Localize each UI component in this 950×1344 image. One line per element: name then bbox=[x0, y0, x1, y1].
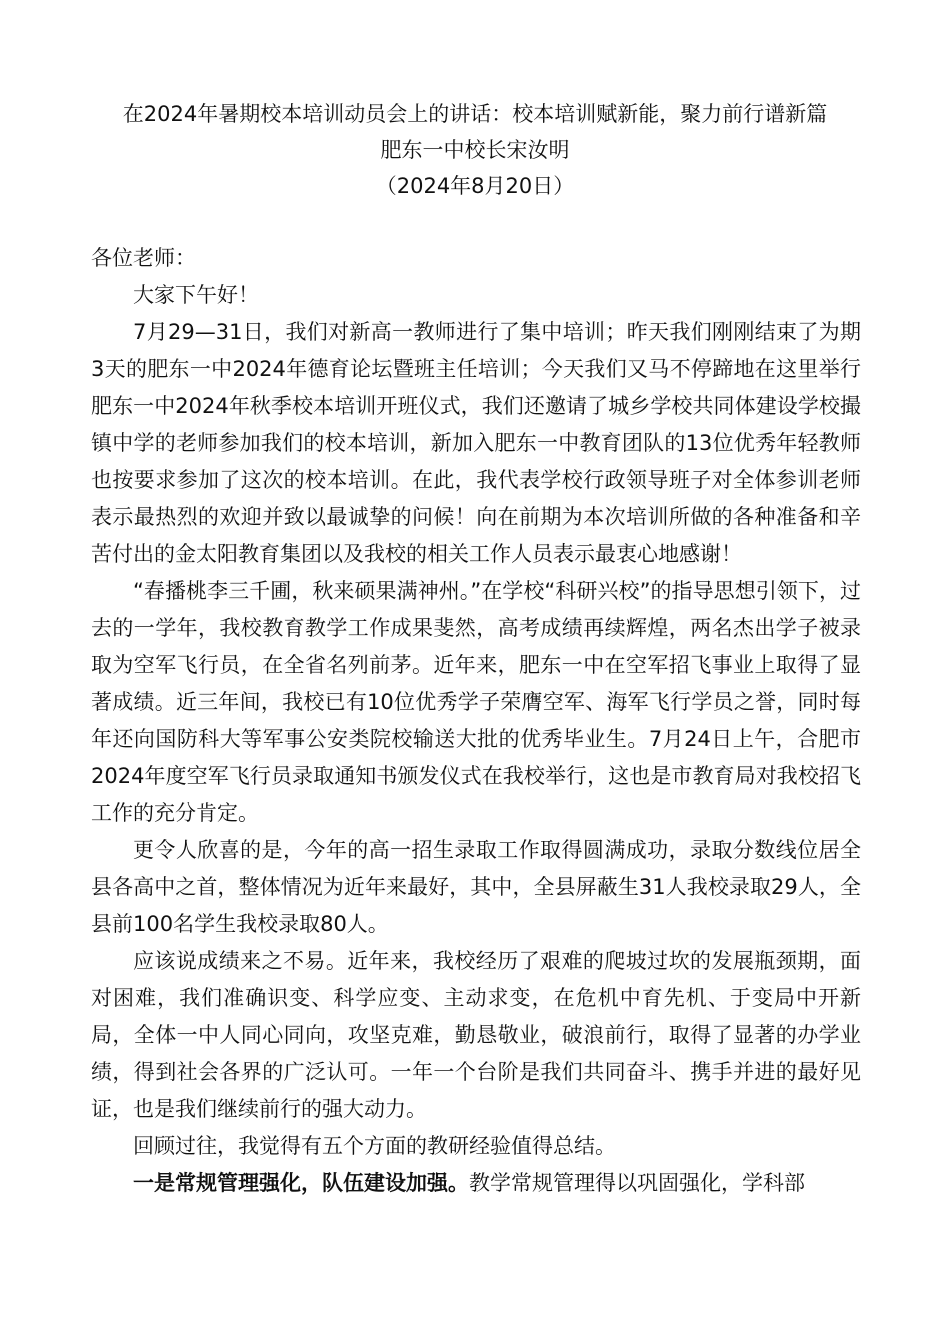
paragraph-achievements: “春播桃李三千圃，秋来硕果满神州。”在学校“科研兴校”的指导思想引领下，过去的一学年，我校教育教学工作成果斐然，高考成绩再续辉煌，两名杰出学子被录取为空军飞行员，在全省名列前茅。近年来，肥东一中在空军招飞事业上取得了显著成绩。近三年间，我校已有10位优秀学子荣膺空军、海军飞行学员之誉，同时每年还向国防科大等军事公安类院校输送大批的优秀毕业生。7月24日上午，合肥市2024年度空军飞行员录取通知书颁发仪式在我校举行，这也是市教育局对我校招飞工作的充分肯定。 bbox=[91, 579, 861, 825]
speaker-name: 肥东一中校长宋汝明 bbox=[380, 138, 570, 162]
paragraph-hard-won-results: 应该说成绩来之不易。近年来，我校经历了艰难的爬坡过坎的发展瓶颈期，面对困难，我们准确识变、科学应变、主动求变，在危机中育先机、于变局中开新局，全体一中人同心同向，攻坚克难，勤恳敬业，破浪前行，取得了显著的办学业绩，得到社会各界的广泛认可。一年一个台阶是我们共同奋斗、携手并进的最好见证，也是我们继续前行的强大动力。 bbox=[91, 949, 861, 1121]
point-one-text: 教学常规管理得以巩固强化，学科部 bbox=[469, 1171, 805, 1195]
paragraph-point-one bbox=[91, 1165, 861, 1202]
speech-date: （2024年8月20日） bbox=[375, 174, 575, 198]
point-one-heading: 一是常规管理强化，队伍建设加强。 bbox=[133, 1171, 469, 1195]
speech-title: 在2024年暑期校本培训动员会上的讲话：校本培训赋新能，聚力前行谱新篇 bbox=[122, 102, 828, 126]
greeting: 大家下午好！ bbox=[133, 283, 259, 307]
paragraph-enrollment: 更令人欣喜的是，今年的高一招生录取工作取得圆满成功，录取分数线位居全县各高中之首，整体情况为近年来最好，其中，全县屏蔽生31人我校录取29人，全县前100名学生我校录取80人。 bbox=[91, 838, 861, 936]
document-header bbox=[0, 96, 950, 204]
salutation: 各位老师： bbox=[91, 246, 196, 270]
paragraph-training-overview: 7月29—31日，我们对新高一教师进行了集中培训；昨天我们刚刚结束了为期3天的肥东一中2024年德育论坛暨班主任培训；今天我们又马不停蹄地在这里举行肥东一中2024年秋季校本培训开班仪式，我们还邀请了城乡学校共同体建设学校撮镇中学的老师参加我们的校本培训，新加入肥东一中教育团队的13位优秀年轻教师也按要求参加了这次的校本培训。在此，我代表学校行政领导班子对全体参训老师表示最热烈的欢迎并致以最诚挚的问候！向在前期为本次培训所做的各种准备和辛苦付出的金太阳教育集团以及我校的相关工作人员表示最衷心地感谢！ bbox=[91, 320, 861, 566]
document-body bbox=[91, 240, 861, 1202]
paragraph-review-intro: 回顾过往，我觉得有五个方面的教研经验值得总结。 bbox=[133, 1134, 616, 1158]
